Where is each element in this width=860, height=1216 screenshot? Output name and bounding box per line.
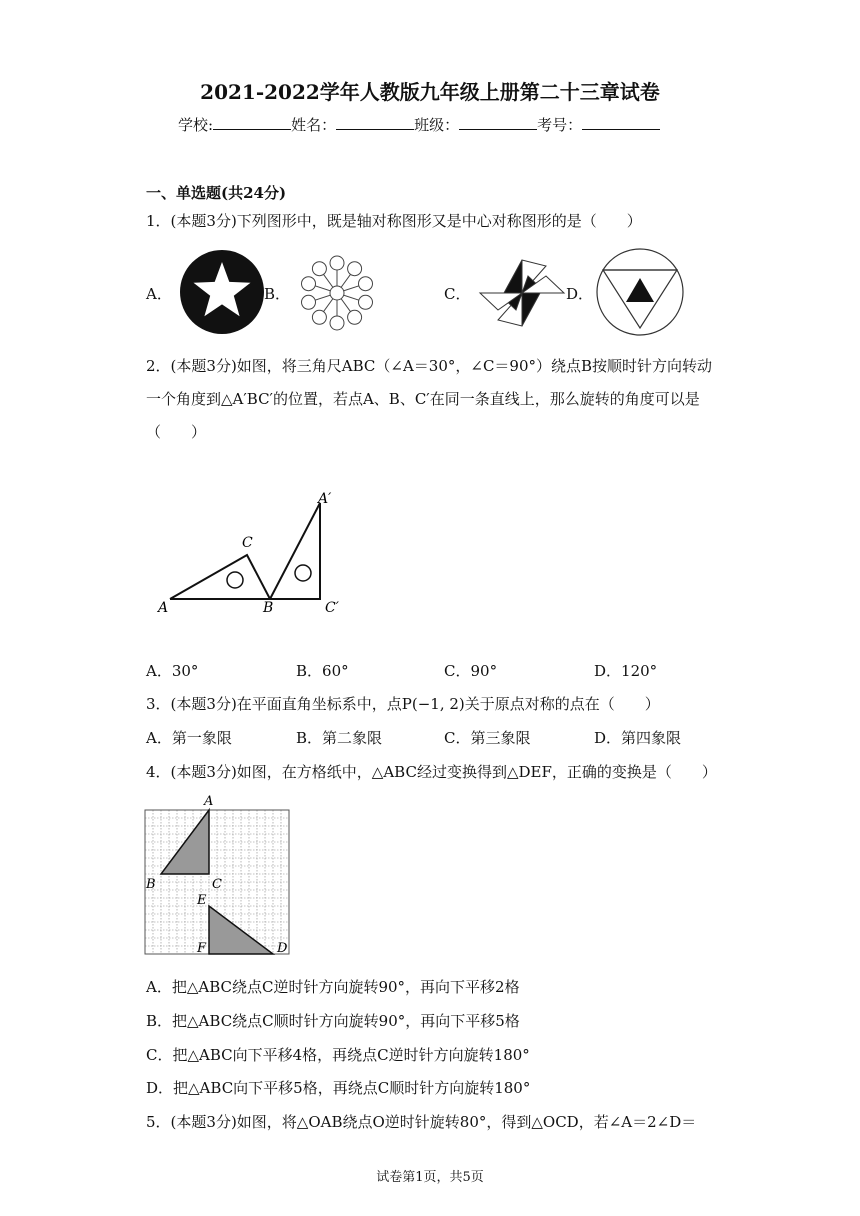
q2-label-a: A [158,600,169,616]
q4-label-d: D [277,941,288,956]
q3-option-a[interactable]: A．第一象限 [146,729,232,747]
q4-option-d[interactable]: D．把△ABC向下平移5格，再绕点C顺时针方向旋转180° [146,1079,531,1097]
class-blank[interactable] [459,115,537,130]
name-blank[interactable] [336,115,414,130]
question-2-line3: （ ） [146,423,207,441]
page-footer: 试卷第1页，共5页 [376,1170,484,1185]
q4-grid-figure [140,792,300,960]
page-title: 2021-2022学年人教版九年级上册第二十三章试卷 [200,80,660,104]
q2-label-c-prime: C′ [325,600,339,616]
q2-option-b[interactable]: B．60° [296,662,349,680]
q2-label-c: C [242,535,253,551]
name-label: 姓名： [291,116,337,134]
q4-label-b: B [146,877,156,892]
question-3-text: 3．(本题3分)在平面直角坐标系中，点P(−1, 2)关于原点对称的点在（ ） [146,695,660,713]
q2-triangle-figure [150,485,360,620]
exam-no-label: 考号： [537,116,583,134]
class-label: 班级： [414,116,460,134]
q1-option-b-label: B． [264,285,291,303]
q4-label-a: A [204,794,214,809]
q1-figure-a-star [176,248,268,336]
question-2-line1: 2．(本题3分)如图，将三角尺ABC（∠A＝30°，∠C＝90°）绕点B按顺时针方向转动 [146,357,713,375]
q1-option-a-label: A． [146,285,172,303]
q1-figure-c-pinwheel [474,254,570,332]
q3-option-d[interactable]: D．第四象限 [594,729,682,747]
question-1-text: 1．(本题3分)下列图形中，既是轴对称图形又是中心对称图形的是（ ） [146,212,642,230]
school-label: 学校: [178,116,214,134]
school-blank[interactable] [213,115,291,130]
exam-no-blank[interactable] [582,115,660,130]
q3-option-b[interactable]: B．第二象限 [296,729,383,747]
q4-label-f: F [197,941,207,956]
q2-option-a[interactable]: A．30° [146,662,199,680]
q4-option-a[interactable]: A．把△ABC绕点C逆时针方向旋转90°，再向下平移2格 [146,978,520,996]
q4-option-c[interactable]: C．把△ABC向下平移4格，再绕点C逆时针方向旋转180° [146,1046,530,1064]
q2-option-d[interactable]: D．120° [594,662,658,680]
section-heading: 一、单选题(共24分) [146,184,287,202]
q1-option-c-label: C． [444,285,471,303]
q2-label-b: B [263,600,274,616]
q1-figure-b-flower [294,250,380,336]
q1-option-d-label: D． [566,285,594,303]
q3-option-c[interactable]: C．第三象限 [444,729,531,747]
q2-option-c[interactable]: C．90° [444,662,498,680]
q4-label-c: C [212,877,222,892]
question-5-text: 5．(本题3分)如图，将△OAB绕点O逆时针旋转80°，得到△OCD，若∠A＝2∠D＝ [146,1113,697,1131]
q4-label-e: E [197,893,207,908]
question-4-text: 4．(本题3分)如图，在方格纸中，△ABC经过变换得到△DEF，正确的变换是（ ） [146,763,717,781]
q2-label-a-prime: A′ [318,491,332,507]
q1-figure-d-triangle-in-circle [594,246,686,338]
question-2-line2: 一个角度到△A′BC′的位置，若点A、B、C′在同一条直线上，那么旋转的角度可以是 [146,390,700,408]
student-info-line [178,114,660,135]
q4-option-b[interactable]: B．把△ABC绕点C顺时针方向旋转90°，再向下平移5格 [146,1012,520,1030]
